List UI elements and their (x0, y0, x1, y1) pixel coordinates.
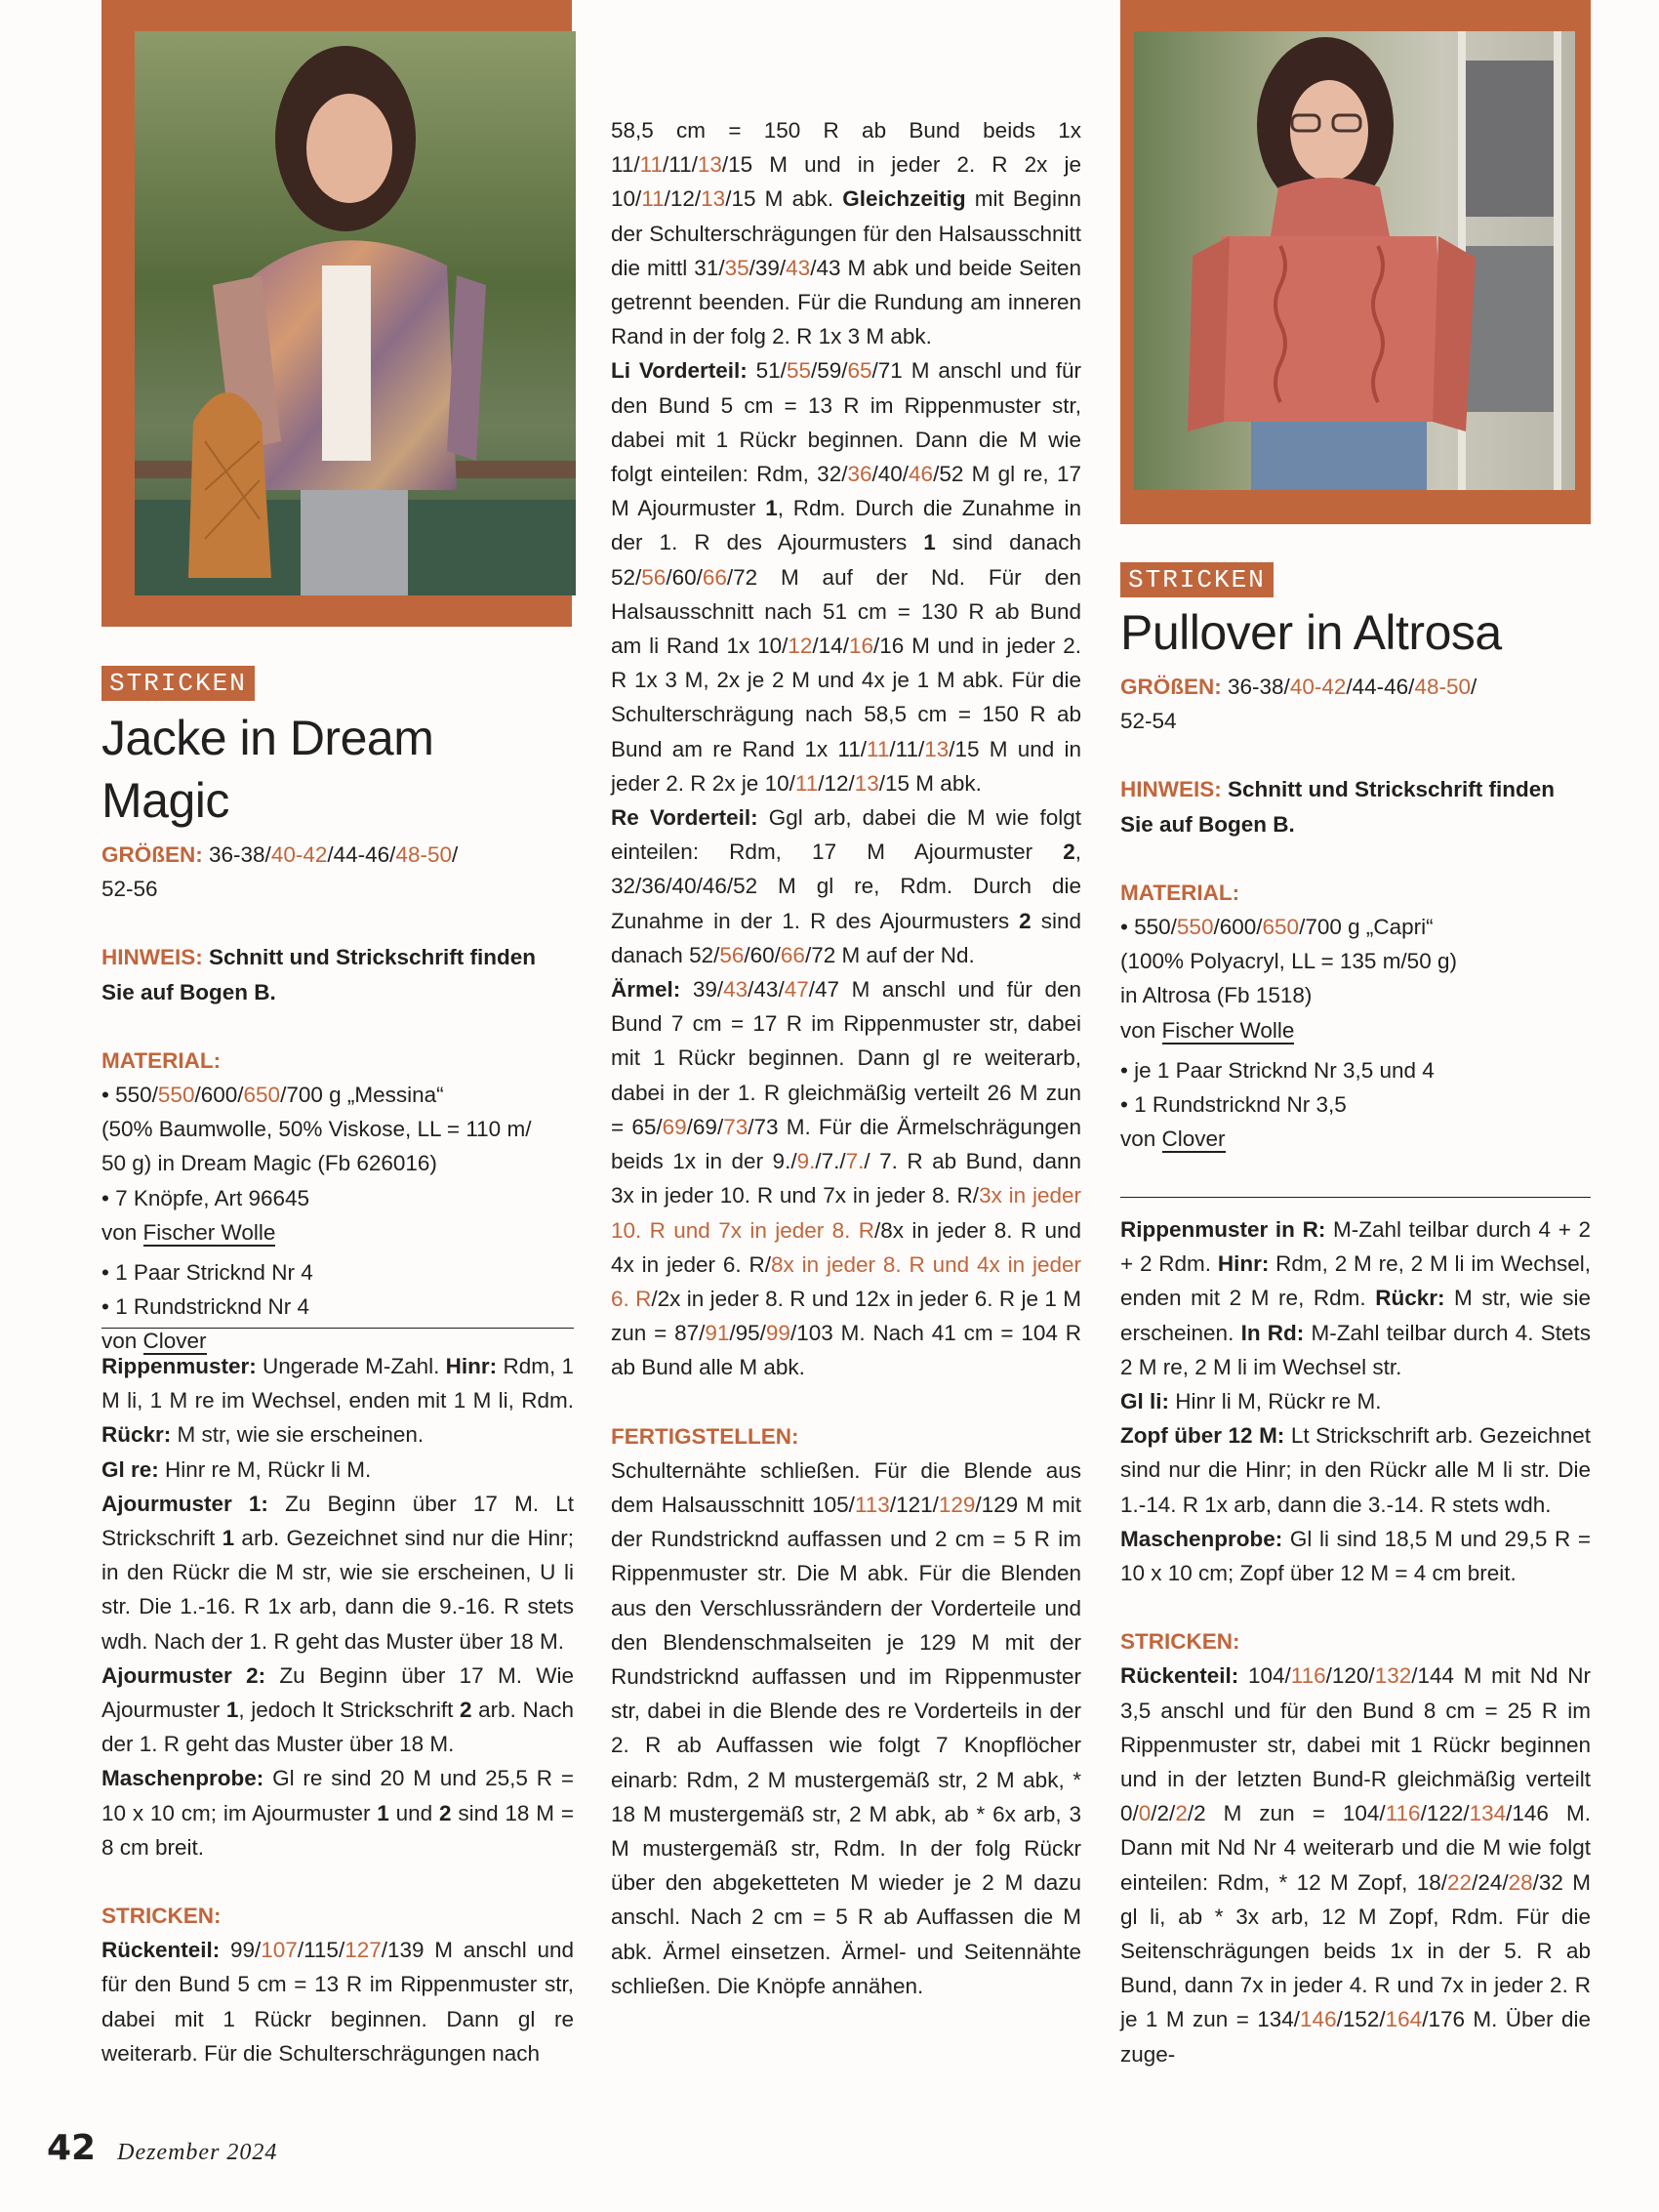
back-left: Rückenteil: 99/107/115/127/139 M anschl und für den Bund 5 cm = 13 R im Rippenmuster str, dabei mit 1 Rückr beginnen. Dann gl re weiterarb. Für die Schulterschrägungen nach (101, 1938, 574, 2066)
supplier-right-1: von Fischer Wolle (1120, 1017, 1295, 1043)
finishing: Schulternähte schließen. Für die Blende aus dem Halsausschnitt 105/113/121/129/129 M mit der Rundstricknd auffassen und 2 cm = 5 R im Rippenmuster str. Die M abk. Für die Blenden aus den Verschlussrändern der Vorderteile und den Blendenschmalseiten je 129 M mit der Rundstricknd auffassen und im Rippenmuster str, dabei in die Blende des re Vorderteils in der 2. R ab Auffassen wie folgt 7 Knopflöcher einarb: Rdm, 2 M mustergemäß str, 2 M abk, * 18 M mustergemäß str, 2 M abk, ab * 6x arb, 3 M mustergemäß str, Rdm. In der folg Rückr über den abgeketteten M wieder je 2 M dazu anschl. Nach 2 cm = 5 R ab Auffassen die M abk. Ärmel einsetzen. Ärmel- und Seitennähte schließen. Die Knöpfe annähen. (611, 1457, 1081, 1998)
issue-date: Dezember 2024 (117, 2140, 278, 2165)
cardigan-photo (135, 31, 576, 595)
right-column (1120, 562, 1591, 1156)
gauge-right: Maschenprobe: Gl li sind 18,5 M und 29,5 R = 10 x 10 cm; Zopf über 12 M = 4 cm breit. (1120, 1526, 1591, 1586)
note-left: HINWEIS: Schnitt und Strickschrift finden Sie auf Bogen B. (101, 945, 537, 1004)
finish-heading: FERTIGSTELLEN: (611, 1423, 799, 1449)
page-footer (47, 2128, 277, 2168)
rib-pattern-right: Rippenmuster in R: M-Zahl teilbar durch 4 + 2 + 2 Rdm. Hinr: Rdm, 2 M re, 2 M li im Wechsel, enden mit 2 M re, Rdm. Rückr: M str, wie sie erscheinen. In Rd: M-Zahl teilbar durch 4. Stets 2 M re, 2 M li im Wechsel str. (1120, 1217, 1592, 1379)
needles-left-1: • 1 Paar Stricknd Nr 4 (101, 1260, 313, 1286)
divider-right (1120, 1197, 1591, 1198)
sleeves: Ärmel: 39/43/43/47/47 M anschl und für den Bund 7 cm = 17 R im Rippenmuster str, dabei mit 1 Rückr beginnen. Dann gl re weiterarb, dabei in der 1. R gleichmäßig verteilt 26 M zun = 65/69/69/73/73 M. Für die Ärmelschrägungen beids 1x in der 9./9./7./7./ 7. R ab Bund, dann 3x in jeder 10. R und 7x in jeder 8. R/3x in jeder 10. R und 7x in jeder 8. R/8x in jeder 8. R und 4x in jeder 6. R/8x in jeder 8. R und 4x in jeder 6. R/2x in jeder 8. R und 12x in jeder 6. R je 1 M zun = 87/91/95/99/103 M. Nach 41 cm = 104 R ab Bund alle M abk. (611, 977, 1082, 1380)
supplier-left-2: von Clover (101, 1329, 207, 1354)
back-right: Rückenteil: 104/116/120/132/144 M mit Nd Nr 3,5 anschl und für den Bund 8 cm = 25 R im Rippenmuster str, dabei mit 1 Rückr beginnen und in der letzten Bund-R gleichmäßig verteilt 0/0/2/2/2 M zun = 104/116/122/134/146 M. Dann mit Nd Nr 4 weiterarb und die M wie folgt einteilen: Rdm, * 12 M Zopf, 18/22/24/28/32 M gl li, ab * 3x arb, 12 M Zopf, Rdm. Für die Seitenschrägungen beids 1x in der 5. R ab Bund, dann 7x in jeder 4. R und 7x in jeder 2. R je 1 M zun = 134/146/152/164/176 M. Über die zuge- (1120, 1663, 1592, 2067)
page-number: 42 (47, 2128, 97, 2168)
cable-pattern: Zopf über 12 M: Lt Strickschrift arb. Gezeichnet sind nur die Hinr; in den Rückr alle M li str. Die 1.-14. R 1x arb, dann die 3.-14. R stets wdh. (1120, 1423, 1591, 1517)
left-column-body (101, 1349, 574, 2070)
right-column-body (1120, 1212, 1591, 2071)
photo-frame-right (1120, 0, 1591, 524)
knit-heading-right: STRICKEN: (1120, 1629, 1240, 1655)
left-column (101, 666, 574, 1359)
category-tag-right: STRICKEN (1120, 562, 1274, 597)
pullover-photo (1134, 31, 1575, 490)
supplier-left-1: von Fischer Wolle (101, 1219, 276, 1245)
rib-pattern-left: Rippenmuster: Ungerade M-Zahl. Hinr: Rdm, 1 M li, 1 M re im Wechsel, enden mit 1 M li, Rdm. Rückr: M str, wie sie erscheinen. (101, 1354, 574, 1448)
right-front: Re Vorderteil: Ggl arb, dabei die M wie folgt einteilen: Rdm, 17 M Ajourmuster 2, 32/36/40/46/52 M gl re, Rdm. Durch die Zunahme in der 1. R des Ajourmusters 2 sind danach 52/56/60/66/72 M auf der Nd. (611, 805, 1082, 967)
divider-left (101, 1328, 574, 1329)
middle-column (611, 113, 1081, 2003)
title-left: Jacke in Dream Magic (101, 711, 434, 828)
gauge-left: Maschenprobe: Gl re sind 20 M und 25,5 R = 10 x 10 cm; im Ajourmuster 1 und 2 sind 18 M = 8 cm breit. (101, 1766, 574, 1860)
supplier-right-2: von Clover (1120, 1126, 1226, 1152)
note-right: HINWEIS: Schnitt und Strickschrift finden Sie auf Bogen B. (1120, 777, 1556, 837)
yarn-right: • 550/550/600/650/700 g „Capri“ (100% Polyacryl, LL = 135 m/50 g) in Altrosa (Fb 1518) (1120, 915, 1457, 1008)
left-front: Li Vorderteil: 51/55/59/65/71 M anschl und für den Bund 5 cm = 13 R im Rippenmuster str, dabei mit 1 Rückr beginnen. Dann die M wie folgt einteilen: Rdm, 32/36/40/46/52 M gl re, 17 M Ajourmuster 1, Rdm. Durch die Zunahme in der 1. R des Ajourmusters 1 sind danach 52/56/60/66/72 M auf der Nd. Für den Halsausschnitt nach 51 cm = 130 R ab Bund am li Rand 1x 10/12/14/16/16 M und in jeder 2. R 1x 3 M, 2x je 2 M und 4x je 1 M abk. Für die Schulterschrägung nach 58,5 cm = 150 R ab Bund am re Rand 1x 11/11/11/13/15 M und in jeder 2. R 2x je 10/11/12/13/15 M abk. (611, 358, 1082, 796)
needles-left-2: • 1 Rundstricknd Nr 4 (101, 1294, 309, 1320)
yarn-left: • 550/550/600/650/700 g „Messina“ (50% Baumwolle, 50% Viskose, LL = 110 m/ 50 g) in Dream Magic (Fb 626016) (101, 1083, 532, 1176)
stockinette-left: Gl re: Hinr re M, Rückr li M. (101, 1456, 372, 1482)
title-right: Pullover in Altrosa (1120, 605, 1502, 660)
reverse-stockinette: Gl li: Hinr li M, Rückr re M. (1120, 1389, 1382, 1414)
photo-frame-left (101, 0, 572, 627)
needles-right-1: • je 1 Paar Stricknd Nr 3,5 und 4 (1120, 1057, 1435, 1083)
buttons-left: • 7 Knöpfe, Art 96645 (101, 1185, 310, 1210)
needles-right-2: • 1 Rundstricknd Nr 3,5 (1120, 1092, 1347, 1118)
sizes-left: GRÖßEN: 36-38/40-42/44-46/48-50/ 52-56 (101, 842, 459, 902)
knit-heading-left: STRICKEN: (101, 1904, 222, 1929)
material-heading-right: MATERIAL: (1120, 880, 1240, 905)
ajour-1: Ajourmuster 1: Zu Beginn über 17 M. Lt Strickschrift 1 arb. Gezeichnet sind nur die Hinr; in den Rückr die M str, wie sie erscheinen, U li str. Die 1.-16. R 1x arb, dann die 9.-16. R stets wdh. Nach der 1. R geht das Muster über 18 M. (101, 1491, 574, 1654)
ajour-2: Ajourmuster 2: Zu Beginn über 17 M. Wie Ajourmuster 1, jedoch lt Strickschrift 2 arb. Nach der 1. R geht das Muster über 18 M. (101, 1662, 574, 1757)
material-heading-left: MATERIAL: (101, 1047, 222, 1073)
back-left-cont: 58,5 cm = 150 R ab Bund beids 1x 11/11/11/13/15 M und in jeder 2. R 2x je 10/11/12/13/15 M abk. Gleichzeitig mit Beginn der Schulterschrägungen für den Halsausschnitt die mittl 31/35/39/43/43 M abk und beide Seiten getrennt beenden. Für die Rundung am inneren Rand in der folg 2. R 1x 3 M abk. (611, 118, 1081, 349)
sizes-right: GRÖßEN: 36-38/40-42/44-46/48-50/ 52-54 (1120, 675, 1477, 734)
category-tag-left: STRICKEN (101, 666, 255, 701)
